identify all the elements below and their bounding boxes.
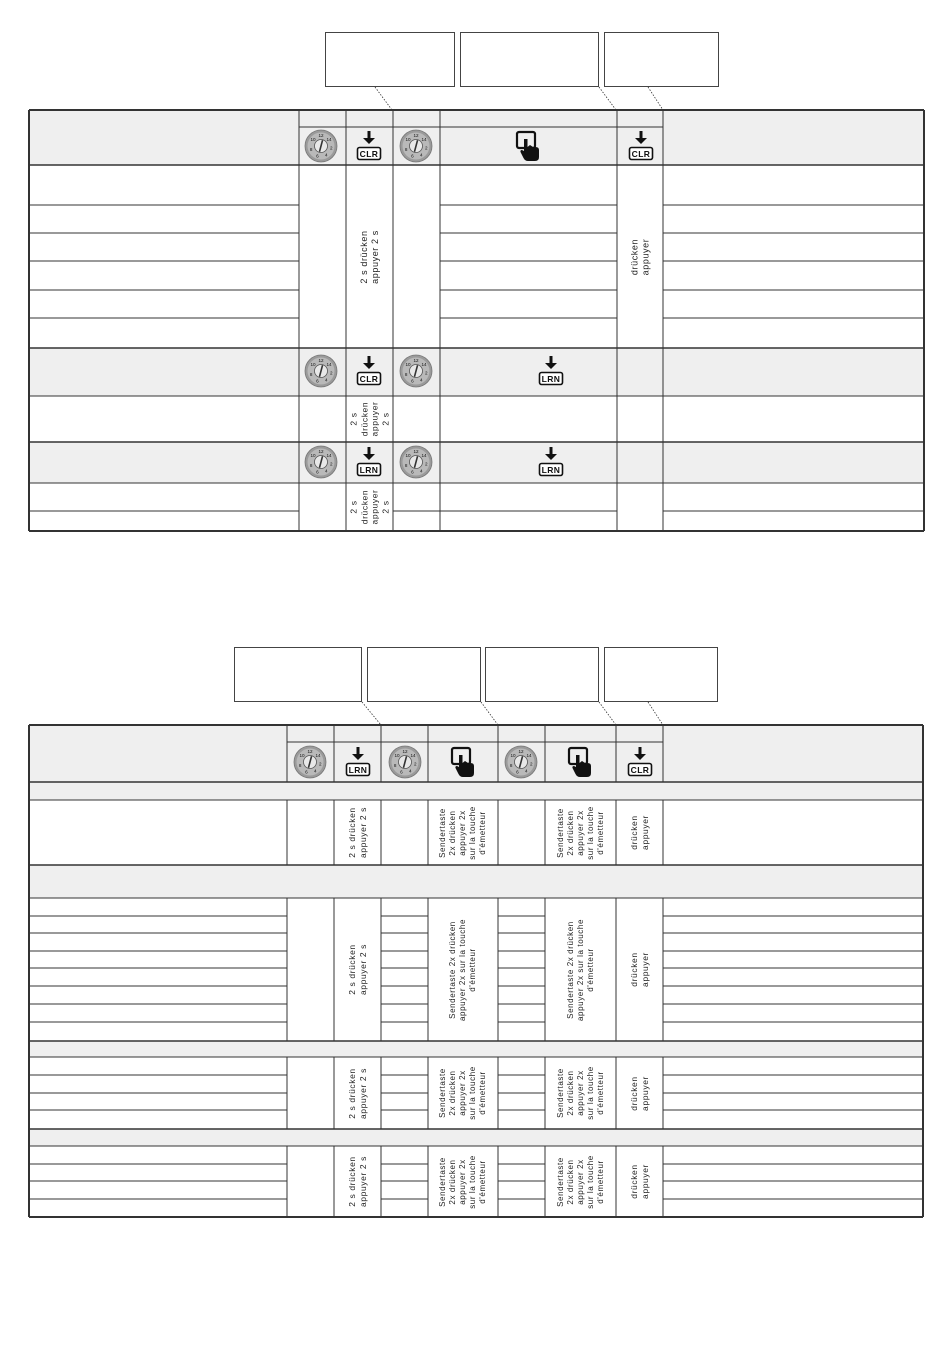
label-2s-press: [334, 800, 381, 865]
svg-text:10: 10: [394, 752, 400, 758]
callout-leader: [599, 87, 616, 110]
svg-text:8: 8: [509, 763, 513, 769]
header-row-bg: [29, 110, 924, 165]
svg-text:LRN: LRN: [348, 765, 368, 775]
svg-text:2: 2: [330, 145, 333, 151]
svg-text:12: 12: [307, 749, 313, 755]
callout-leader: [362, 702, 381, 725]
hand-press-icon: [567, 746, 595, 778]
section-row-bg: [29, 865, 923, 898]
rotated-label-text: Sendertaste 2x drücken appuyer 2x sur la touche d'émetteur: [565, 918, 595, 1021]
rotated-label-text: 2 s drücken appuyer 2 s: [347, 1155, 368, 1208]
rotated-label-text: Sendertaste 2x drücken appuyer 2x sur la touche d'émetteur: [437, 1066, 487, 1120]
svg-text:8: 8: [404, 463, 408, 469]
svg-text:12: 12: [518, 749, 524, 755]
callout-box: [604, 32, 719, 87]
callout-leader: [375, 87, 392, 110]
rotated-label-text: drücken appuyer: [628, 1164, 650, 1199]
svg-text:14: 14: [410, 752, 416, 758]
label-sender-button: [545, 1146, 616, 1217]
svg-text:12: 12: [318, 449, 324, 455]
svg-text:2: 2: [425, 370, 428, 376]
callout-box: [460, 32, 599, 87]
svg-text:10: 10: [510, 752, 516, 758]
lrn-button-icon: [354, 446, 384, 478]
svg-text:LRN: LRN: [541, 465, 561, 475]
svg-text:10: 10: [405, 136, 411, 142]
rotary-switch-icon: [399, 354, 433, 388]
arrow-down-icon: [625, 746, 655, 778]
rotated-label-text: Sendertaste 2x drücken appuyer 2x sur la touche d'émetteur: [555, 805, 605, 860]
svg-text:8: 8: [309, 463, 313, 469]
svg-text:8: 8: [404, 147, 408, 153]
rotated-label-text: 2 s drücken appuyer 2 s: [347, 1067, 368, 1119]
label-2s-press: [334, 1146, 381, 1217]
svg-text:10: 10: [310, 452, 316, 458]
rotary-switch-icon: [399, 445, 433, 479]
hand-press-icon: [515, 130, 543, 162]
svg-text:12: 12: [413, 358, 419, 364]
svg-text:8: 8: [298, 763, 302, 769]
svg-text:2: 2: [330, 461, 333, 467]
clr-button-icon: [625, 746, 655, 778]
svg-text:10: 10: [405, 452, 411, 458]
label-press: [616, 1057, 663, 1129]
rotated-label-text: 2 s drücken appuyer 2 s: [347, 806, 368, 859]
clr-button-icon: [626, 130, 656, 162]
svg-text:4: 4: [409, 768, 412, 774]
svg-text:CLR: CLR: [359, 374, 379, 384]
rotated-label-text: 2 s drücken appuyer 2 s: [358, 229, 380, 284]
rotary-switch-icon: [504, 745, 538, 779]
rotated-label-text: drücken appuyer: [628, 238, 650, 275]
svg-text:14: 14: [421, 452, 427, 458]
label-2s-press: [334, 1057, 381, 1129]
svg-text:2: 2: [319, 761, 322, 767]
label-sender-button: [428, 800, 498, 865]
svg-text:2: 2: [425, 461, 428, 467]
svg-text:8: 8: [309, 372, 313, 378]
svg-text:6: 6: [316, 378, 319, 384]
arrow-down-icon: [536, 355, 566, 387]
svg-text:CLR: CLR: [359, 149, 379, 159]
section-row-bg: [29, 1129, 923, 1146]
svg-text:2: 2: [425, 145, 428, 151]
svg-text:12: 12: [318, 358, 324, 364]
svg-text:6: 6: [316, 153, 319, 159]
svg-text:6: 6: [411, 153, 414, 159]
callout-box: [367, 647, 481, 702]
svg-text:10: 10: [405, 361, 411, 367]
callout-box: [325, 32, 455, 87]
svg-text:6: 6: [411, 469, 414, 475]
svg-text:10: 10: [310, 361, 316, 367]
callout-leader: [599, 702, 616, 725]
label-sender-button: [545, 898, 616, 1041]
arrow-down-icon: [626, 130, 656, 162]
svg-text:6: 6: [516, 769, 519, 775]
callout-box: [234, 647, 362, 702]
label-press: [616, 898, 663, 1041]
callout-leader: [481, 702, 498, 725]
label-press: [616, 1146, 663, 1217]
rotated-label-text: Sendertaste 2x drücken appuyer 2x sur la touche d'émetteur: [555, 1154, 605, 1209]
callout-leader: [648, 702, 663, 725]
svg-text:8: 8: [404, 372, 408, 378]
svg-text:6: 6: [316, 469, 319, 475]
rotary-switch-icon: [304, 354, 338, 388]
svg-text:14: 14: [315, 752, 321, 758]
rotary-switch-icon: [293, 745, 327, 779]
svg-text:4: 4: [420, 377, 423, 383]
svg-text:10: 10: [299, 752, 305, 758]
svg-text:14: 14: [421, 361, 427, 367]
section-row-bg: [29, 442, 924, 483]
section-row-bg: [29, 348, 924, 396]
svg-text:4: 4: [420, 468, 423, 474]
svg-text:10: 10: [310, 136, 316, 142]
svg-text:4: 4: [314, 768, 317, 774]
svg-text:14: 14: [326, 361, 332, 367]
svg-text:8: 8: [393, 763, 397, 769]
label-press: [616, 800, 663, 865]
svg-text:6: 6: [411, 378, 414, 384]
label-press: [617, 165, 663, 348]
clr-button-icon: [354, 130, 384, 162]
lrn-button-icon: [536, 355, 566, 387]
svg-text:4: 4: [325, 468, 328, 474]
rotated-label-text: Sendertaste 2x drücken appuyer 2x sur la touche d'émetteur: [448, 918, 478, 1021]
label-2s-press: [346, 483, 393, 531]
section-row-bg: [29, 1041, 923, 1057]
rotary-switch-icon: [388, 745, 422, 779]
rotated-label-text: drücken appuyer: [628, 815, 650, 850]
label-sender-button: [428, 1057, 498, 1129]
rotary-switch-icon: [399, 129, 433, 163]
svg-text:LRN: LRN: [541, 374, 561, 384]
svg-text:6: 6: [305, 769, 308, 775]
svg-text:LRN: LRN: [359, 465, 379, 475]
svg-text:14: 14: [326, 136, 332, 142]
svg-text:4: 4: [525, 768, 528, 774]
svg-text:12: 12: [413, 133, 419, 139]
rotary-switch-icon: [304, 445, 338, 479]
arrow-down-icon: [354, 355, 384, 387]
svg-text:4: 4: [325, 152, 328, 158]
rotated-label-text: drücken appuyer: [628, 1075, 650, 1111]
svg-text:4: 4: [325, 377, 328, 383]
rotary-switch-icon: [304, 129, 338, 163]
svg-text:12: 12: [402, 749, 408, 755]
rotated-label-text: Sendertaste 2x drücken appuyer 2x sur la touche d'émetteur: [437, 1154, 487, 1209]
callout-leader: [648, 87, 663, 110]
arrow-down-icon: [536, 446, 566, 478]
svg-text:4: 4: [420, 152, 423, 158]
callout-box: [485, 647, 599, 702]
label-sender-button: [545, 1057, 616, 1129]
label-sender-button: [428, 1146, 498, 1217]
label-2s-press: [346, 165, 393, 348]
svg-text:14: 14: [421, 136, 427, 142]
svg-text:CLR: CLR: [631, 149, 651, 159]
clr-button-icon: [354, 355, 384, 387]
svg-text:2: 2: [414, 761, 417, 767]
rotated-label-text: 2 s drücken appuyer 2 s: [348, 401, 390, 437]
label-sender-button: [545, 800, 616, 865]
label-2s-press: [334, 898, 381, 1041]
arrow-down-icon: [354, 130, 384, 162]
rotated-label-text: Sendertaste 2x drücken appuyer 2x sur la touche d'émetteur: [437, 805, 487, 860]
rotated-label-text: 2 s drücken appuyer 2 s: [348, 489, 390, 525]
callout-box: [604, 647, 718, 702]
svg-text:2: 2: [530, 761, 533, 767]
lrn-button-icon: [536, 446, 566, 478]
svg-text:12: 12: [318, 133, 324, 139]
rotated-label-text: 2 s drücken appuyer 2 s: [347, 943, 368, 996]
label-2s-press: [346, 396, 393, 442]
arrow-down-icon: [343, 746, 373, 778]
lrn-button-icon: [343, 746, 373, 778]
svg-text:8: 8: [309, 147, 313, 153]
svg-text:6: 6: [400, 769, 403, 775]
svg-text:14: 14: [526, 752, 532, 758]
rotated-label-text: Sendertaste 2x drücken appuyer 2x sur la touche d'émetteur: [555, 1066, 605, 1120]
hand-press-icon: [450, 746, 478, 778]
svg-text:12: 12: [413, 449, 419, 455]
svg-text:2: 2: [330, 370, 333, 376]
svg-text:CLR: CLR: [630, 765, 650, 775]
section-row-bg: [29, 782, 923, 800]
arrow-down-icon: [354, 446, 384, 478]
svg-text:14: 14: [326, 452, 332, 458]
label-sender-button: [428, 898, 498, 1041]
rotated-label-text: drücken appuyer: [628, 952, 650, 987]
